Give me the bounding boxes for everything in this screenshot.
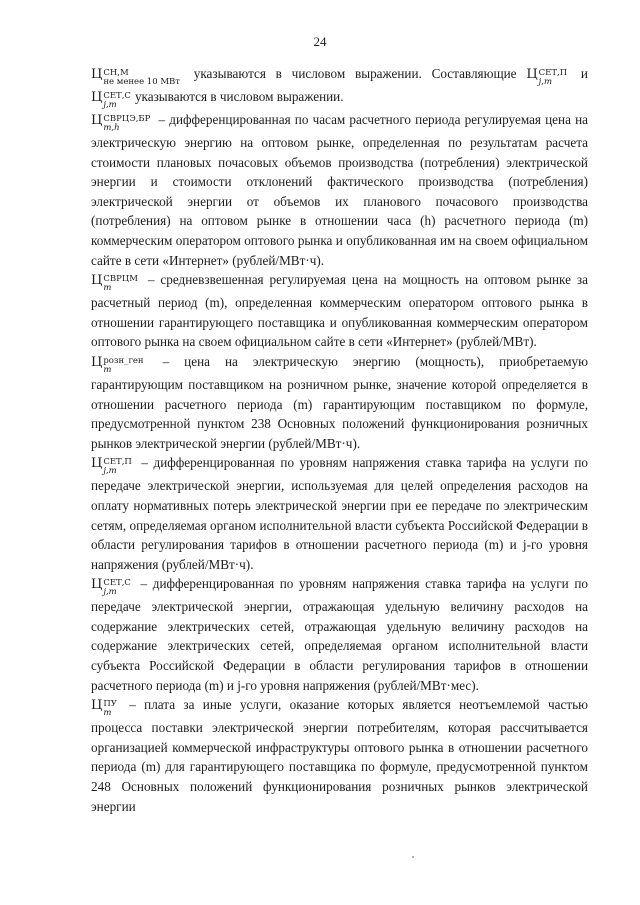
symbol-base: Ц	[526, 67, 538, 82]
paragraph-text: – средневзвешенная регулируемая цена на мощность на оптовом рынке за расчетный период (m), определенная коммерческим оператором оптового рынка в отношении гарантирующего поставщика и опубликованная коммерческим оператором оптового рынка на своем официальном сайте в сети «Интернет» (рублей/МВт).	[91, 272, 588, 350]
math-symbol	[91, 67, 184, 87]
paragraph-text: и	[571, 66, 588, 81]
superscript: СЕТ,П	[103, 457, 132, 468]
paragraph	[91, 270, 588, 352]
symbol-indices	[103, 275, 138, 293]
math-symbol	[91, 113, 154, 133]
superscript: СЕТ,С	[103, 578, 131, 589]
paragraph	[91, 64, 588, 110]
symbol-indices	[103, 115, 150, 133]
paragraph-text: – дифференцированная по уровням напряжения ставка тарифа на услуги по передаче электрической энергии, используемая для целей определения расходов на оплату нормативных потерь электрической энергии при ее передаче по электрическим сетям, определяемая органом исполнительной власти субъекта Российской Федерации в области регулирования тарифов в отношении расчетного периода (m) и j-го уровня напряжения (рублей/МВт·ч).	[91, 455, 588, 572]
symbol-base: Ц	[91, 90, 103, 105]
paragraph	[91, 453, 588, 574]
symbol-indices	[103, 700, 117, 718]
paragraph	[91, 352, 588, 453]
subscript: не менее 10 МВт	[103, 77, 180, 87]
subscript: m,h	[103, 123, 120, 133]
math-symbol	[91, 90, 135, 110]
symbol-indices	[103, 357, 143, 375]
paragraph-text: указываются в числовом выражении.	[134, 89, 344, 104]
superscript: СВРЦМ	[103, 274, 138, 285]
subscript: m	[103, 708, 112, 719]
symbol-base: Ц	[91, 67, 103, 82]
superscript: розн_ген	[103, 355, 144, 366]
superscript: ПУ	[103, 699, 117, 710]
superscript: СЕТ,С	[103, 91, 131, 101]
math-symbol	[91, 698, 121, 719]
paragraph-text: – дифференцированная по уровням напряжения ставка тарифа на услуги по передаче электрической энергии, отражающая удельную величину расходов на содержание электрических сетей, отражающая удельную величину расходов на содержание электрических сетей, определяемая органом исполнительной власти субъекта Российской Федерации в области регулирования тарифов в отношении расчетного периода (m) и j-го уровня напряжения (рублей/МВт·мес).	[91, 576, 588, 693]
symbol-indices	[103, 92, 131, 110]
symbol-base: Ц	[91, 456, 103, 472]
subscript: j,m	[103, 100, 117, 110]
math-symbol	[91, 273, 142, 294]
superscript: СН,М	[103, 68, 129, 78]
paragraph-text: указываются в числовом выражении. Составляющие	[183, 66, 527, 81]
subscript: j,m	[103, 587, 117, 598]
paragraph-text: – плата за иные услуги, оказание которых является неотъемлемой частью процесса поставки электрической энергии потребителям, которая рассчитывается организацией коммерческой инфраструктуры оптового рынка в отношении расчетного периода (m) для гарантирующего поставщика по формуле, предусмотренной пунктом 248 Основных положений функционирования розничных рынков электрической энергии	[91, 697, 588, 814]
document-body	[91, 64, 588, 816]
symbol-indices	[103, 69, 180, 87]
math-symbol	[91, 456, 136, 477]
symbol-indices	[539, 69, 568, 87]
paragraph-text: – дифференцированная по часам расчетного периода регулируемая цена на электрическую энергию на оптовом рынке, определенная по результатам расчета стоимости плановых почасовых объемов производства (потребления) электрической энергии и стоимости отклонений фактического производства (потребления) электрической энергии от объемов их планового почасового производства (потребления) на оптовом рынке в отношении часа (h) расчетного периода (m) коммерческим оператором оптового рынка и опубликованная им на своем официальном сайте в сети «Интернет» (рублей/МВт·ч).	[91, 112, 588, 268]
subscript: m	[103, 364, 112, 375]
math-symbol	[91, 354, 148, 375]
subscript: j,m	[538, 77, 553, 87]
symbol-base: Ц	[91, 698, 103, 714]
page-number: 24	[313, 34, 327, 49]
subscript: m	[103, 283, 112, 294]
symbol-base: Ц	[91, 354, 103, 370]
symbol-indices	[103, 579, 131, 597]
math-symbol	[526, 67, 571, 87]
paragraph	[91, 695, 588, 816]
superscript: СЕТ,П	[538, 68, 568, 78]
paragraph	[91, 110, 588, 270]
symbol-base: Ц	[91, 273, 103, 289]
scan-speck	[412, 856, 414, 858]
subscript: j,m	[103, 466, 117, 477]
superscript: СВРЦЭ,БР	[103, 114, 151, 124]
symbol-indices	[103, 458, 132, 476]
math-symbol	[91, 577, 135, 598]
symbol-base: Ц	[91, 577, 103, 593]
paragraph	[91, 574, 588, 695]
symbol-base: Ц	[91, 113, 103, 128]
paragraph-text: – цена на электрическую энергию (мощность), приобретаемую гарантирующим поставщиком на розничном рынке, значение которой определяется в отношении расчетного периода (m) гарантирующим поставщиком по формуле, предусмотренной пунктом 238 Основных положений функционирования розничных рынков электрической энергии (рублей/МВт·ч).	[91, 353, 588, 451]
